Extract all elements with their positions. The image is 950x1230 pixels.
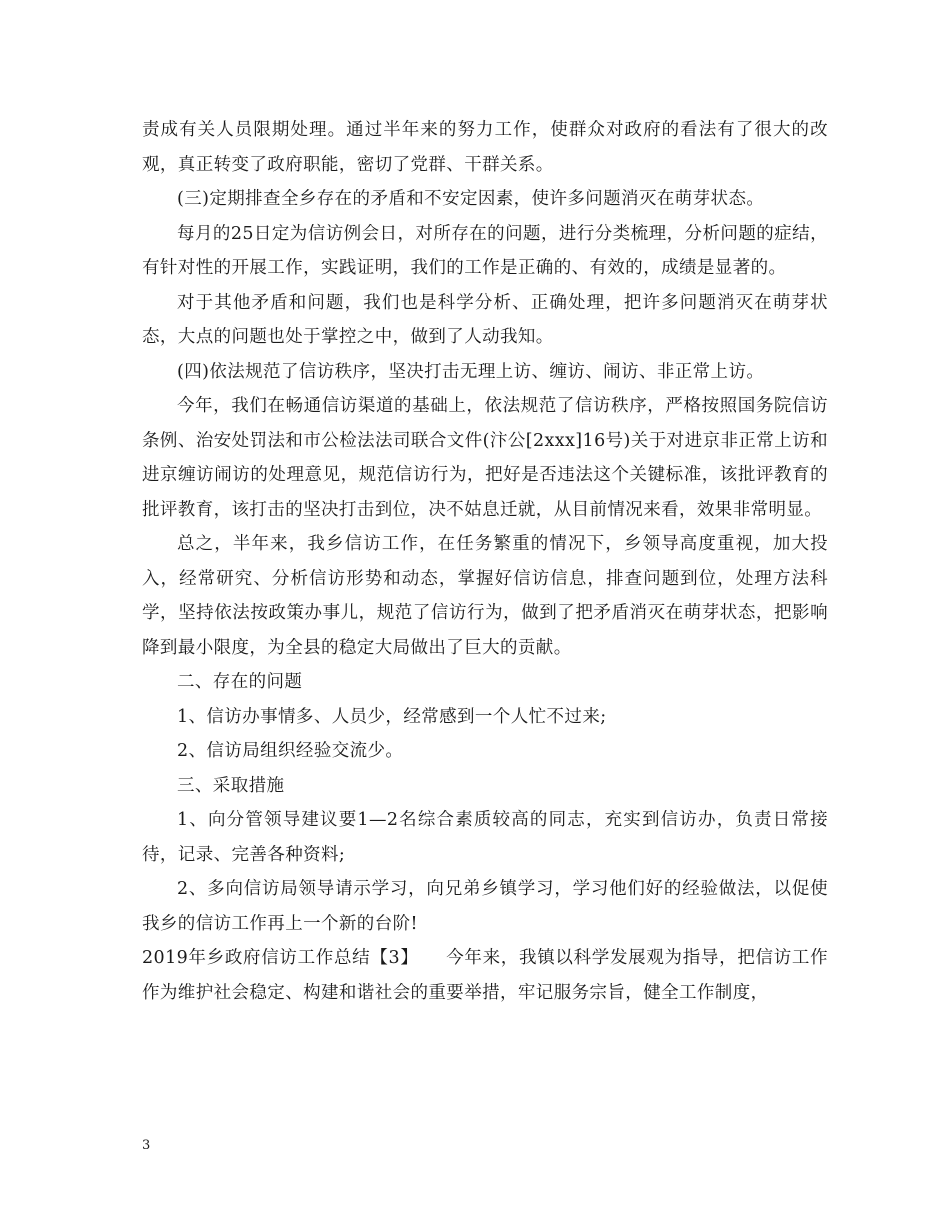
paragraph-6: 今年，我们在畅通信访渠道的基础上，依法规范了信访秩序，严格按照国务院信访条例、治安处罚法和市公检法法司联合文件(汴公[2xxx]16号)关于对进京非正常上访和进京缠访闹访的处理意见，规范信访行为，把好是否违法这个关键标准，该批评教育的批评教育，该打击的坚决打击到位，决不姑息迁就，从目前情况来看，效果非常明显。: [142, 396, 828, 520]
section-heading-problems: 二、存在的问题: [177, 672, 303, 692]
paragraph-4: 对于其他矛盾和问题，我们也是科学分析、正确处理，把许多问题消灭在萌芽状态，大点的问题也处于掌控之中，做到了人动我知。: [142, 292, 828, 347]
document-body: [142, 113, 828, 1010]
paragraph-7: 总之，半年来，我乡信访工作，在任务繁重的情况下，乡领导高度重视，加大投入，经常研究、分析信访形势和动态，掌握好信访信息，排查问题到位，处理方法科学，坚持依法按政策办事儿，规范了信访行为，做到了把矛盾消灭在萌芽状态，把影响降到最小限度，为全县的稳定大局做出了巨大的贡献。: [142, 534, 828, 658]
paragraph-2: (三)定期排查全乡存在的矛盾和不安定因素，使许多问题消灭在萌芽状态。: [177, 189, 765, 209]
section-heading-measures: 三、采取措施: [177, 775, 285, 796]
page-number: 3: [142, 1138, 151, 1153]
list-item-measure-2: 2、多向信访局领导请示学习，向兄弟乡镇学习，学习他们好的经验做法，以促使我乡的信访工作再上一个新的台阶!: [142, 879, 828, 934]
paragraph-1: 责成有关人员限期处理。通过半年来的努力工作，使群众对政府的看法有了很大的改观，真正转变了政府职能，密切了党群、干群关系。: [142, 120, 828, 175]
paragraph-next-article: 2019年乡政府信访工作总结【3】 今年来，我镇以科学发展观为指导，把信访工作作为维护社会稳定、构建和谐社会的重要举措，牢记服务宗旨，健全工作制度，: [142, 948, 828, 1003]
list-item-problem-1: 1、信访办事情多、人员少，经常感到一个人忙不过来;: [177, 706, 607, 727]
list-item-measure-1: 1、向分管领导建议要1—2名综合素质较高的同志，充实到信访办，负责日常接待，记录、完善各种资料;: [142, 810, 828, 865]
list-item-problem-2: 2、信访局组织经验交流少。: [177, 741, 404, 761]
paragraph-5: (四)依法规范了信访秩序，坚决打击无理上访、缠访、闹访、非正常上访。: [177, 361, 765, 382]
paragraph-3: 每月的25日定为信访例会日，对所存在的问题，进行分类梳理，分析问题的症结，有针对性的开展工作，实践证明，我们的工作是正确的、有效的，成绩是显著的。: [142, 223, 828, 278]
